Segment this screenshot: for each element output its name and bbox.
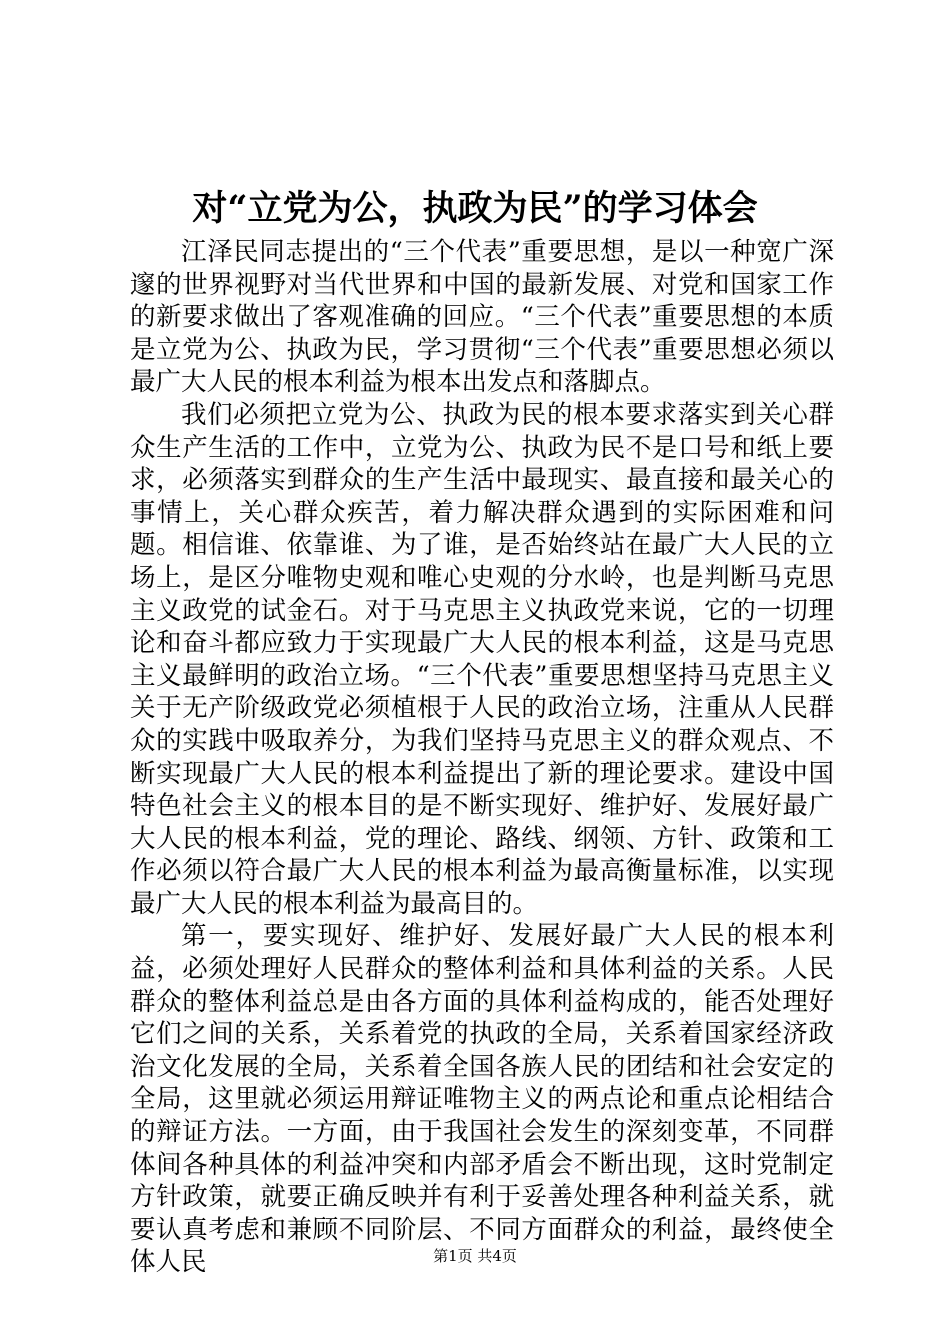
page-total: 共4页 bbox=[477, 1247, 517, 1265]
page-footer bbox=[0, 1244, 950, 1268]
page-number: 第1页 bbox=[433, 1247, 473, 1265]
paragraph-3: 第一，要实现好、维护好、发展好最广大人民的根本利益，必须处理好人民群众的整体利益和具体利益的关系。人民群众的整体利益总是由各方面的具体利益构成的，能否处理好它们之间的关系，关系着党的执政的全局，关系着国家经济政治文化发展的全局，关系着全国各族人民的团结和社会安定的全局，这里就必须运用辩证唯物主义的两点论和重点论相结合的辩证方法。一方面，由于我国社会发生的深刻变革，不同群体间各种具体的利益冲突和内部矛盾会不断出现，这时党制定方针政策，就要正确反映并有利于妥善处理各种利益关系，就要认真考虑和兼顾不同阶层、不同方面群众的利益，最终使全体人民 bbox=[130, 921, 834, 1278]
document-title: 对“立党为公，执政为民”的学习体会 bbox=[192, 188, 758, 229]
paragraph-2: 我们必须把立党为公、执政为民的根本要求落实到关心群众生产生活的工作中，立党为公、执政为民不是口号和纸上要求，必须落实到群众的生产生活中最现实、最直接和最关心的事情上，关心群众疾苦，着力解决群众遇到的实际困难和问题。相信谁、依靠谁、为了谁，是否始终站在最广大人民的立场上，是区分唯物史观和唯心史观的分水岭，也是判断马克思主义政党的试金石。对于马克思主义执政党来说，它的一切理论和奋斗都应致力于实现最广大人民的根本利益，这是马克思主义最鲜明的政治立场。“三个代表”重要思想坚持马克思主义关于无产阶级政党必须植根于人民的政治立场，注重从人民群众的实践中吸取养分，为我们坚持马克思主义的群众观点、不断实现最广大人民的根本利益提出了新的理论要求。建设中国特色社会主义的根本目的是不断实现好、维护好、发展好最广大人民的根本利益，党的理论、路线、纲领、方针、政策和工作必须以符合最广大人民的根本利益为最高衡量标准，以实现最广大人民的根本利益为最高目的。 bbox=[130, 399, 834, 919]
document-body bbox=[130, 236, 834, 1279]
paragraph-1: 江泽民同志提出的“三个代表”重要思想，是以一种宽广深邃的世界视野对当代世界和中国的最新发展、对党和国家工作的新要求做出了客观准确的回应。“三个代表”重要思想的本质是立党为公、执政为民，学习贯彻“三个代表”重要思想必须以最广大人民的根本利益为根本出发点和落脚点。 bbox=[130, 237, 834, 398]
